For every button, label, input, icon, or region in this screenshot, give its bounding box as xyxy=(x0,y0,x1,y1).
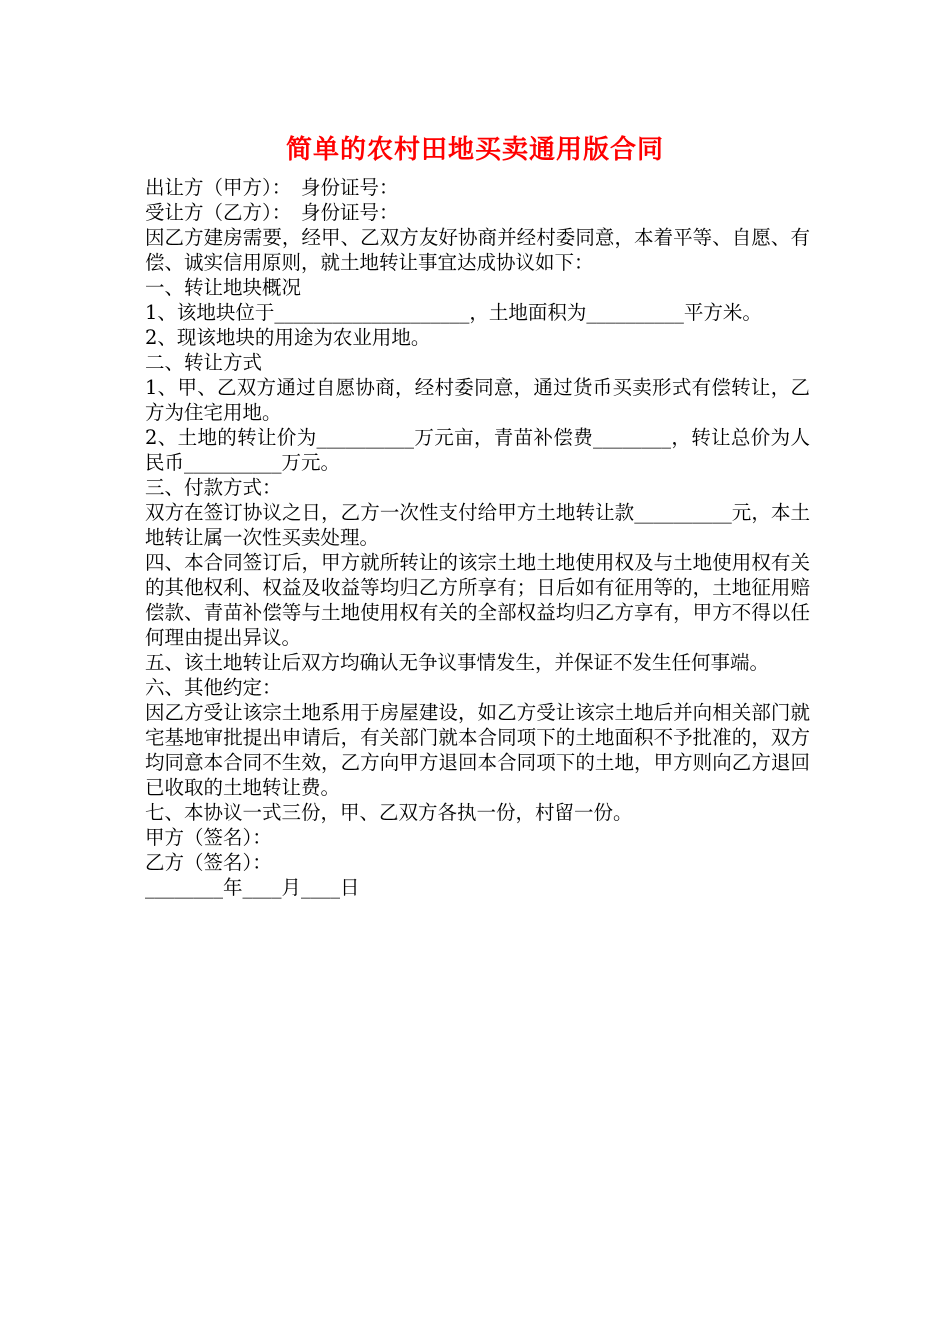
clause-1-1: 1、该地块位于____________________，土地面积为__________平方米。 xyxy=(145,301,762,324)
signature-party-a: 甲方（签名）： xyxy=(145,826,272,849)
preamble-paragraph: 因乙方建房需要，经甲、乙双方友好协商并经村委同意，本着平等、自愿、有偿、诚实信用原则，就土地转让事宜达成协议如下： xyxy=(145,226,810,274)
party-b-line: 受让方（乙方）： 身份证号： xyxy=(145,201,399,224)
document-body xyxy=(145,175,810,900)
clause-1-2: 2、现该地块的用途为农业用地。 xyxy=(145,326,431,349)
section-heading-3: 三、付款方式： xyxy=(145,476,282,499)
document-title: 简单的农村田地买卖通用版合同 xyxy=(285,135,664,165)
clause-6-other: 因乙方受让该宗土地系用于房屋建设，如乙方受让该宗土地后并向相关部门就宅基地审批提出申请后，有关部门就本合同项下的土地面积不予批准的，双方均同意本合同不生效，乙方向甲方退回本合同项下的土地，甲方则向乙方退回已收取的土地转让费。 xyxy=(145,701,810,799)
section-heading-1: 一、转让地块概况 xyxy=(145,276,302,299)
section-4-paragraph: 四、本合同签订后，甲方就所转让的该宗土地土地使用权及与土地使用权有关的其他权利、权益及收益等均归乙方所享有；日后如有征用等的，土地征用赔偿款、青苗补偿等与土地使用权有关的全部权益均归乙方享有，甲方不得以任何理由提出异议。 xyxy=(145,551,810,649)
section-heading-6: 六、其他约定： xyxy=(145,676,282,699)
clause-3-payment: 双方在签订协议之日，乙方一次性支付给甲方土地转让款__________元，本土地转让属一次性买卖处理。 xyxy=(145,501,810,549)
section-heading-2: 二、转让方式 xyxy=(145,351,263,374)
party-a-line: 出让方（甲方）： 身份证号： xyxy=(145,176,399,199)
date-line: ________年____月____日 xyxy=(145,876,360,899)
clause-2-2: 2、土地的转让价为__________万元亩，青苗补偿费________，转让总价为人民币__________万元。 xyxy=(145,426,810,474)
signature-party-b: 乙方（签名）： xyxy=(145,851,272,874)
section-7-paragraph: 七、本协议一式三份，甲、乙双方各执一份，村留一份。 xyxy=(145,801,633,824)
section-5-paragraph: 五、该土地转让后双方均确认无争议事情发生，并保证不发生任何事端。 xyxy=(145,651,770,674)
clause-2-1: 1、甲、乙双方通过自愿协商，经村委同意，通过货币买卖形式有偿转让，乙方为住宅用地。 xyxy=(145,376,810,424)
